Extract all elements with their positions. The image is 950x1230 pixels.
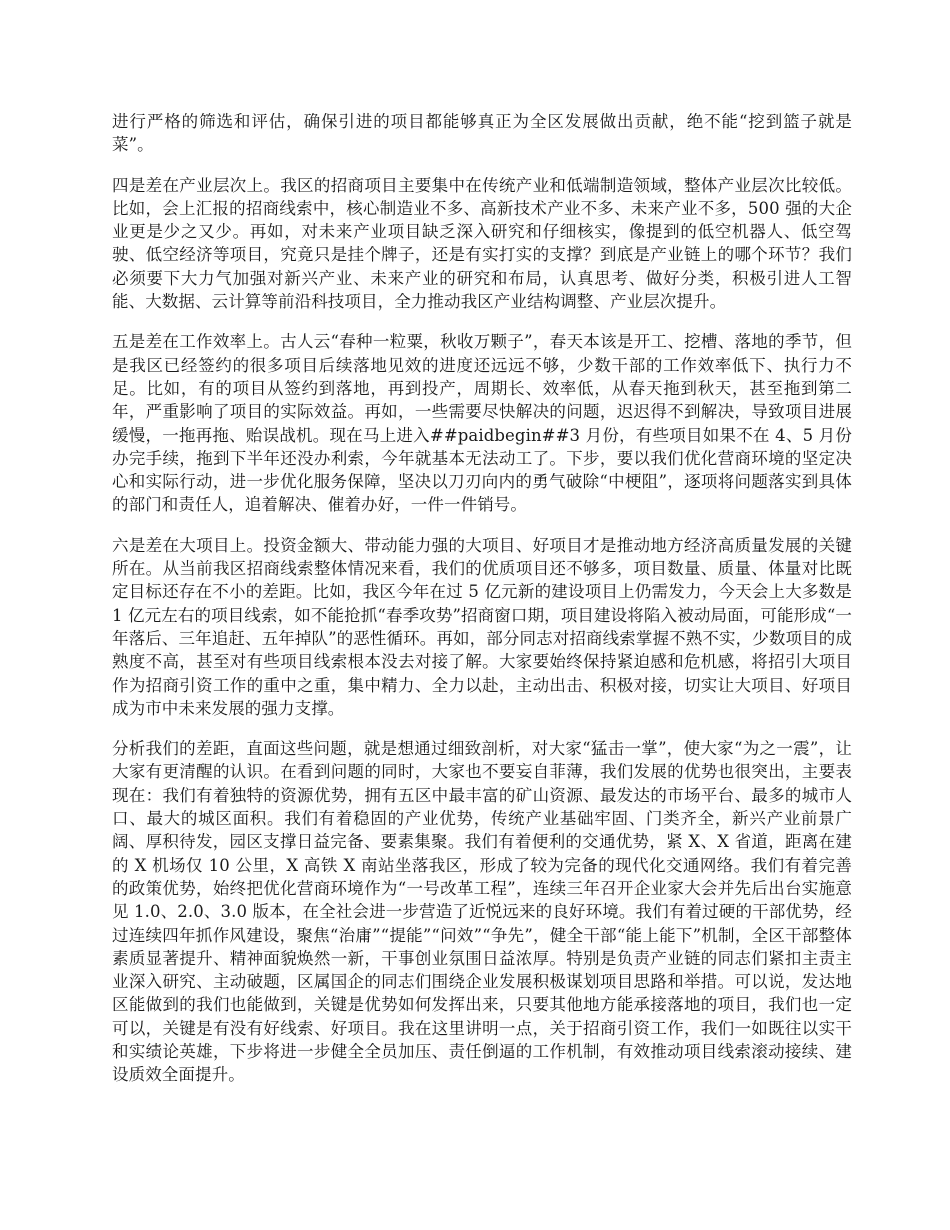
paragraph-industry-level: 四是差在产业层次上。我区的招商项目主要集中在传统产业和低端制造领域，整体产业层次比较低。比如，会上汇报的招商线索中，核心制造业不多、高新技术产业不多、未来产业不多，500 强的大企业更是少之又少。再如，对未来产业项目缺乏深入研究和仔细核实，像提到的低空机器人、低空驾驶、低空经济等项目，究竟只是挂个牌子，还是有实打实的支撑？到底是产业链上的哪个环节？我们必须要下大力气加强对新兴产业、未来产业的研究和布局，认真思考、做好分类，积极引进人工智能、大数据、云计算等前沿科技项目，全力推动我区产业结构调整、产业层次提升。 [112,175,852,312]
paragraph-work-efficiency: 五是差在工作效率上。古人云“春种一粒粟，秋收万颗子”，春天本该是开工、挖槽、落地的季节，但是我区已经签约的很多项目后续落地见效的进度还远远不够，少数干部的工作效率低下、执行力不足。比如，有的项目从签约到落地，再到投产，周期长、效率低，从春天拖到秋天，甚至拖到第二年，严重影响了项目的实际效益。再如，一些需要尽快解决的问题，迟迟得不到解决，导致项目进展缓慢，一拖再拖、贻误战机。现在马上进入##paidbegin##3 月份，有些项目如果不在 4、5 月份办完手续，拖到下半年还没办利索，今年就基本无法动工了。下步，要以我们优化营商环境的坚定决心和实际行动，进一步优化服务保障，坚决以刀刃向内的勇气破除“中梗阻”，逐项将问题落实到具体的部门和责任人，追着解决、催着办好，一件一件销号。 [112,332,852,515]
paragraph-gap-analysis: 分析我们的差距，直面这些问题，就是想通过细致剖析，对大家“猛击一掌”，使大家“为之一震”，让大家有更清醒的认识。在看到问题的同时，大家也不要妄自菲薄，我们发展的优势也很突出，主要表现在：我们有着独特的资源优势，拥有五区中最丰富的矿山资源、最发达的市场平台、最多的城市人口、最大的城区面积。我们有着稳固的产业优势，传统产业基础牢固、门类齐全，新兴产业前景广阔、厚积待发，园区支撑日益完备、要素集聚。我们有着便利的交通优势，紧 X、X 省道，距离在建的 X 机场仅 10 公里，X 高铁 X 南站坐落我区，形成了较为完备的现代化交通网络。我们有着完善的政策优势，始终把优化营商环境作为“一号改革工程”，连续三年召开企业家大会并先后出台实施意见 1.0、2.0、3.0 版本，在全社会进一步营造了近悦远来的良好环境。我们有着过硬的干部优势，经过连续四年抓作风建设，聚焦“治庸”“提能”“问效”“争先”，健全干部“能上能下”机制，全区干部整体素质显著提升、精神面貌焕然一新，干事创业氛围日益浓厚。特别是负责产业链的同志们紧扣主责主业深入研究、主动破题，区属国企的同志们围绕企业发展积极谋划项目思路和举措。可以说，发达地区能做到的我们也能做到，关键是优势如何发挥出来，只要其他地方能承接落地的项目，我们也一定可以，关键是有没有好线索、好项目。我在这里讲明一点，关于招商引资工作，我们一如既往以实干和实绩论英雄，下步将进一步健全全员加压、责任倒逼的工作机制，有效推动项目线索滚动接续、建设质效全面提升。 [112,739,852,1085]
paragraph-screening: 进行严格的筛选和评估，确保引进的项目都能够真正为全区发展做出贡献，绝不能“挖到篮子就是菜”。 [112,112,852,155]
document-page [112,110,852,1104]
paragraph-big-projects: 六是差在大项目上。投资金额大、带动能力强的大项目、好项目才是推动地方经济高质量发展的关键所在。从当前我区招商线索整体情况来看，我们的优质项目还不够多，项目数量、质量、体量对比既定目标还存在不小的差距。比如，我区今年在过 5 亿元新的建设项目上仍需发力，今天会上大多数是 1 亿元左右的项目线索，如不能抢抓“春季攻势”招商窗口期，项目建设将陷入被动局面，可能形成“一年落后、三年追赶、五年掉队”的恶性循环。再如，部分同志对招商线索掌握不熟不实，少数项目的成熟度不高，甚至对有些项目线索根本没去对接了解。大家要始终保持紧迫感和危机感，将招引大项目作为招商引资工作的重中之重，集中精力、全力以赴，主动出击、积极对接，切实让大项目、好项目成为市中未来发展的强力支撑。 [112,535,852,718]
